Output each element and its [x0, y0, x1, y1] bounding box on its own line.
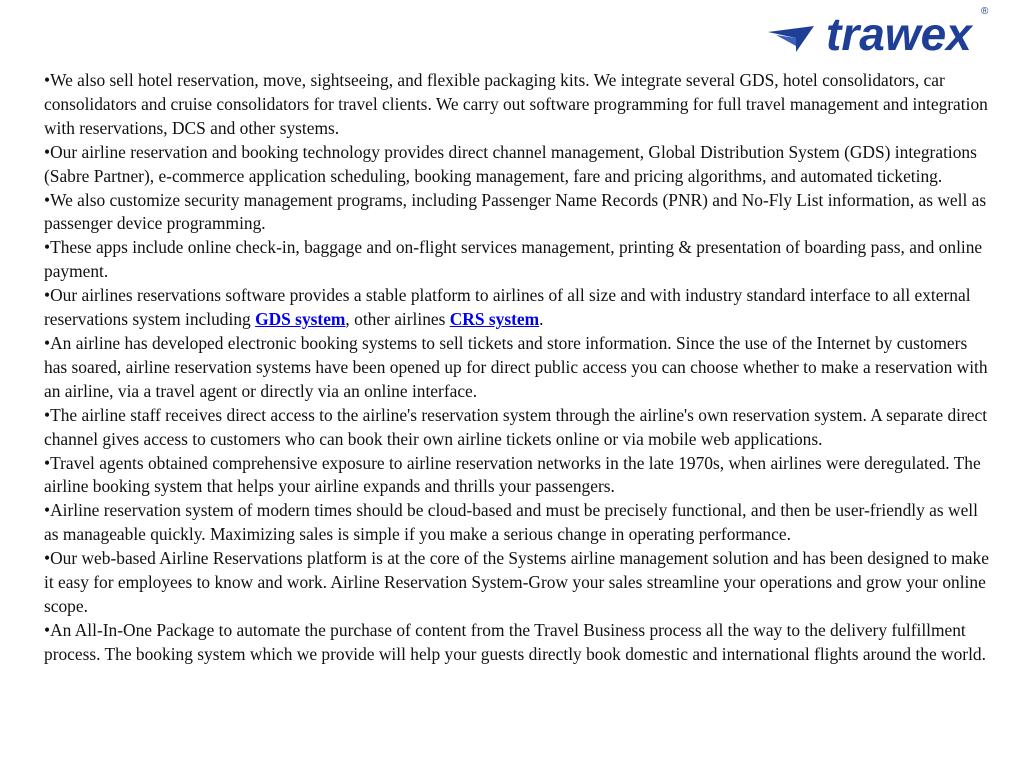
trawex-logo-graphic [766, 2, 1002, 60]
bullet-mark: • [44, 404, 51, 425]
bullet-mark: • [44, 70, 51, 90]
paragraph-text: We also sell hotel reservation, move, sightseeing, and flexible packaging kits. We integrate several GDS, hotel consolidators, car consolidators and cruise consolidators for travel clients. We carry out software programming for full travel management and integration with reservations, DCS and other systems. [44, 70, 988, 138]
paragraph-text: Our airlines reservations software provides a stable platform to airlines of all size and with industry standard interface to all external reservations system including [44, 285, 971, 330]
paragraph-text: Our web-based Airline Reservations platform is at the core of the Systems airline management solution and has been designed to make it easy for employees to know and work. Airline Reservation System-Grow your sales streamline your operations and grow your online scope. [44, 548, 989, 616]
bullet-paragraph [44, 236, 994, 284]
paragraph-text: The airline staff receives direct access to the airline's reservation system through the airline's own reservation system. A separate direct channel gives access to customers who can book their own airline tickets online or via mobile web applications. [44, 404, 988, 449]
bullet-paragraph [44, 452, 994, 500]
inline-link[interactable]: GDS system [255, 309, 346, 330]
bullet-mark: • [44, 285, 51, 306]
bullet-mark: • [44, 548, 51, 569]
bullet-mark: • [44, 452, 51, 473]
bullet-paragraph [44, 619, 994, 667]
inline-link[interactable]: CRS system [449, 309, 540, 330]
bullet-paragraph [44, 332, 994, 404]
bullet-paragraph [44, 189, 994, 237]
logo-registered-mark: ® [981, 6, 989, 17]
bullet-paragraph [44, 404, 994, 452]
bullet-list [44, 69, 994, 667]
bullet-paragraph [44, 69, 994, 141]
bullet-paragraph [44, 284, 994, 332]
bullet-mark: • [44, 237, 51, 258]
paragraph-text: Our airline reservation and booking technology provides direct channel management, Global Distribution System (GDS) integrations (Sabre Partner), e-commerce application scheduling, booking management, fare and pricing algorithms, and automated ticketing. [44, 141, 977, 186]
paragraph-text: Travel agents obtained comprehensive exposure to airline reservation networks in the late 1970s, when airlines were deregulated. The airline booking system that helps your airline expands and thrills your passengers. [44, 452, 981, 497]
paragraph-text: An All-In-One Package to automate the purchase of content from the Travel Business process all the way to the delivery fulfillment process. The booking system which we provide will help your guests directly book domestic and international flights around the world. [44, 619, 986, 664]
paragraph-text: Airline reservation system of modern times should be cloud-based and must be precisely functional, and then be user-friendly as well as manageable quickly. Maximizing sales is simple if you make a serious change in operating performance. [44, 500, 978, 545]
paragraph-text: An airline has developed electronic booking systems to sell tickets and store information. Since the use of the Internet by customers has soared, airline reservation systems have been opened up for direct public access you can choose whether to make a reservation with an airline, via a travel agent or directly via an online interface. [44, 332, 988, 401]
paragraph-text: We also customize security management programs, including Passenger Name Records (PNR) and No-Fly List information, as well as passenger device programming. [44, 189, 987, 234]
bullet-mark: • [44, 141, 51, 162]
paragraph-text: . [539, 309, 544, 330]
paragraph-text: , other airlines [345, 309, 450, 330]
bullet-mark: • [44, 619, 51, 640]
bullet-mark: • [44, 189, 51, 210]
bullet-mark: • [44, 500, 51, 521]
trawex-logo [766, 2, 1002, 60]
bullet-paragraph [44, 547, 994, 619]
bullet-mark: • [44, 332, 51, 353]
logo-wordmark: trawex [826, 8, 972, 60]
paragraph-text: These apps include online check-in, baggage and on-flight services management, printing & presentation of boarding pass, and online payment. [44, 237, 983, 282]
bullet-paragraph [44, 141, 994, 189]
bullet-paragraph [44, 499, 994, 547]
